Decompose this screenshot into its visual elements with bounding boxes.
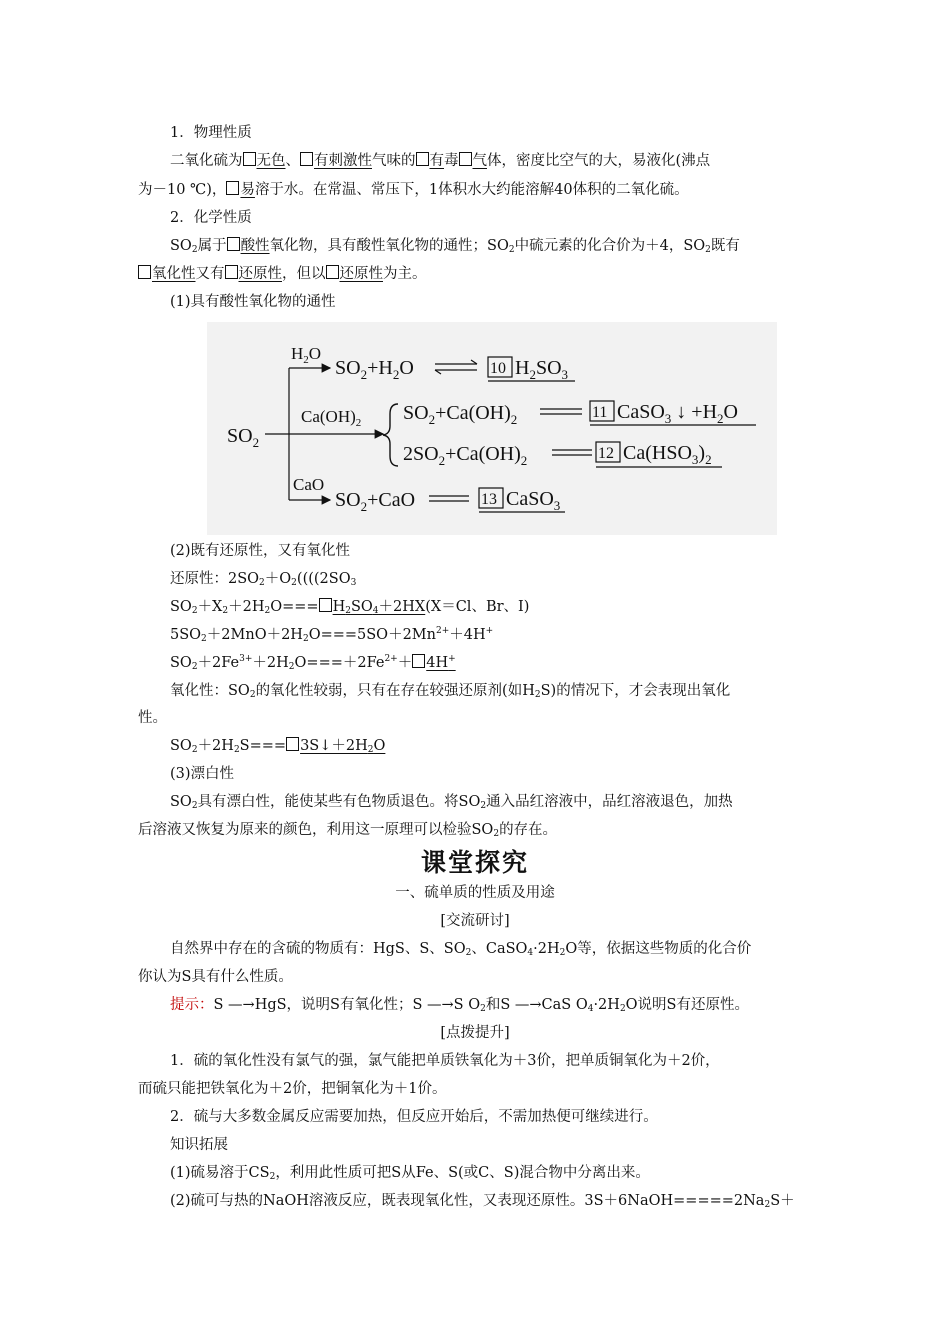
blank-box xyxy=(226,181,239,195)
blank-box xyxy=(138,265,151,279)
exchange-label: [交流研讨] xyxy=(440,913,510,929)
svg-text:SO2: $SO_2$ xyxy=(227,425,260,450)
reaction-diagram xyxy=(207,322,777,535)
point-1-line-2: 而硫只能把铁氧化为＋2价，把铜氧化为＋1价。 xyxy=(138,1081,447,1097)
blank-box xyxy=(326,265,339,279)
reaction-3 xyxy=(403,442,722,468)
extension-1: (1)硫易溶于$CS_2$，利用此性质可把S从Fe、S(或C、S)混合物中分离出来。 xyxy=(170,1165,650,1182)
oxidizing-text-line-2: 性。 xyxy=(138,710,167,726)
bleaching-line-1: $SO_2$具有漂白性，能使某些有色物质退色。将$SO_2$通入品红溶液中，品红溶液退色，加热 xyxy=(170,794,733,811)
blank-box xyxy=(243,152,256,166)
point-1-line-1: 1．硫的氧化性没有氯气的强，氯气能把单质铁氧化为＋3价，把单质铜氧化为＋2价， xyxy=(170,1053,720,1069)
question-line-2: 你认为S具有什么性质。 xyxy=(138,969,293,985)
svg-text:SO2+CaO: $SO_2+CaO$ xyxy=(335,489,416,514)
point-2: 2．硫与大多数金属反应需要加热，但反应开始后，不需加热便可继续进行。 xyxy=(170,1109,658,1125)
iron-equation: $SO_2+2Fe^{3+}+2H_2O===+2Fe^{2+}+ 4H^+$ xyxy=(170,654,456,672)
extension-2: (2)硫可与热的NaOH溶液反应，既表现氧化性，又表现还原性。$3S+6NaOH=====2Na_2S+$ xyxy=(170,1193,795,1210)
h2s-equation: $SO_2+2H_2S===$ $3S↓+2H_2O$ xyxy=(170,738,386,755)
svg-text:H2SO3: $H_2SO_3$ xyxy=(515,357,569,382)
chemical-properties-line-2: 氧化性又有 还原性，但以 还原性为主。 xyxy=(138,264,427,284)
diagram-source-so2 xyxy=(227,425,259,450)
subsection-bleaching: (3)漂白性 xyxy=(170,766,235,782)
chemical-properties-line-1: $SO_2$属于 酸性氧化物，具有酸性氧化物的通性；$SO_2$中硫元素的化合价为＋4，$SO_2$既有 xyxy=(170,238,740,255)
blank-box xyxy=(459,152,472,166)
hint-label: 提示： xyxy=(170,997,214,1013)
blank-box xyxy=(412,654,425,668)
reaction-4 xyxy=(335,488,565,514)
halogen-equation: $SO_2+X_2+2H_2O=== H_2SO_4+2HX(X=Cl$、Br、I) xyxy=(170,599,530,616)
brace xyxy=(383,404,398,466)
subsection-acidic-oxide: (1)具有酸性氧化物的通性 xyxy=(170,294,336,310)
subsection-redox: (2)既有还原性，又有氧化性 xyxy=(170,543,351,559)
label-h2o: $H_2O$ xyxy=(291,344,322,366)
blank-box xyxy=(300,152,313,166)
section-2-title: 2．化学性质 xyxy=(170,210,252,226)
svg-text:10: 10 xyxy=(490,360,506,377)
reaction-1 xyxy=(335,357,575,382)
svg-text:CaSO3 ↓ +H2O: CaSO$_3$ ↓ $+H_2O$ xyxy=(617,401,738,426)
question-line-1: 自然界中存在的含硫的物质有：HgS、S、$SO_2$、$CaSO_4\cdot 2H_2O$等，依据这些物质的化合价 xyxy=(170,941,752,958)
oxidizing-text-line-1: 氧化性：$SO_2$的氧化性较弱，只有在存在较强还原剂(如$H_2S$)的情况下，才会表现出氧化 xyxy=(170,683,731,700)
svg-text:2SO2+Ca(OH)2: $2SO_2+Ca(OH)_2$ xyxy=(403,443,528,468)
physical-properties-line-1: 二氧化硫为 无色、 有刺激性气味的 有毒 气体，密度比空气的大，易液化(沸点 xyxy=(170,153,711,169)
reaction-2 xyxy=(403,401,756,427)
blank-box xyxy=(227,237,240,251)
bleaching-line-2: 后溶液又恢复为原来的颜色，利用这一原理可以检验$SO_2$的存在。 xyxy=(138,822,558,839)
svg-text:SO2+Ca(OH)2: $SO_2+Ca(OH)_2$ xyxy=(403,402,518,427)
section-heading: 课堂探究 xyxy=(420,848,529,877)
knowledge-extension-label: 知识拓展 xyxy=(170,1137,228,1153)
inquiry-subtitle: 一、硫单质的性质及用途 xyxy=(395,885,555,901)
svg-text:SO2+H2O: $SO_2+H_2O$ xyxy=(335,357,414,382)
label-cao: CaO xyxy=(293,475,325,494)
svg-text:11: 11 xyxy=(592,404,608,421)
svg-text:Ca(HSO3)2: $Ca(HSO_3)_2$ xyxy=(623,442,712,467)
svg-text:13: 13 xyxy=(481,491,497,508)
manganese-equation: $5SO_2+2MnO+2H_2O===5SO+2Mn^{2+}+4H^+$ xyxy=(170,626,494,644)
label-caoh2: $Ca(OH)_2$ xyxy=(301,407,362,429)
blank-box xyxy=(319,598,332,612)
reducing-equation: 还原性：$2SO_2+O_2((((2SO_3$ xyxy=(170,571,357,588)
blank-box xyxy=(416,152,429,166)
tips-label: [点拨提升] xyxy=(440,1025,510,1041)
blank-box xyxy=(225,265,238,279)
section-1-title: 1．物理性质 xyxy=(170,125,252,141)
blank-box xyxy=(286,737,299,751)
svg-text:12: 12 xyxy=(598,445,614,462)
svg-text:CaSO3: CaSO$_3$ xyxy=(506,488,561,513)
hint-line: 提示：S —→HgS，说明S有氧化性；S —→S $O_2$和S —→CaS $O_4\cdot 2H_2O$说明S有还原性。 xyxy=(170,997,749,1014)
physical-properties-line-2: 为－10 ℃)， 易溶于水。在常温、常压下，1体积水大约能溶解40体积的二氧化硫。 xyxy=(138,182,689,198)
